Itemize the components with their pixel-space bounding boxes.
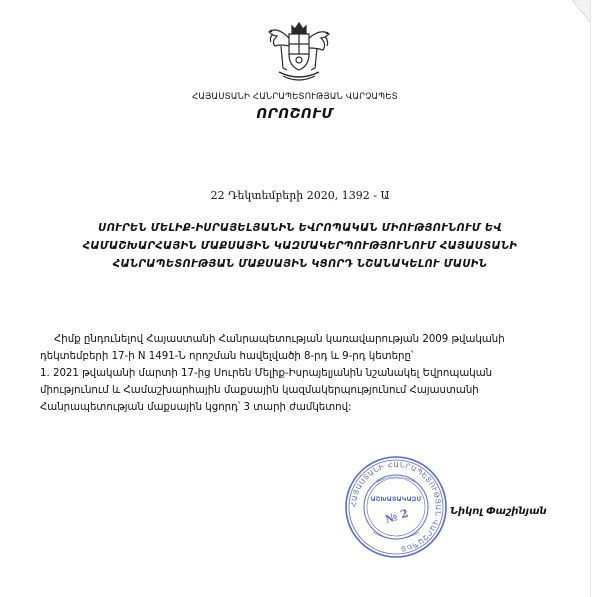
stamp-number: № 2 xyxy=(383,506,410,527)
page-corner-fold xyxy=(572,0,590,22)
body-line: միությունում և Համաշխարհային մաքսային կազմակերպությունում Հայաստանի xyxy=(40,385,479,396)
title-line: ՍՈՒՐԵՆ ՄԵԼԻՔ-ԻՍՐԱՅԵԼՅԱՆԻՆ ԵՎՐՈՊԱԿԱՆ ՄԻՈՒԹՅՈՒՆՈՒՄ ԵՎ xyxy=(98,223,502,234)
decision-date-number: 22 Դեկտեմբերի 2020, 1392 - Ա xyxy=(210,189,390,202)
body-line: Հանրապետության մաքսային կցորդ՝ 3 տարի ժամկետով: xyxy=(40,402,352,413)
stamp-ring-text: ՀԱՅԱՍՏԱՆԻ ՀԱՆՐԱՊԵՏՈՒԹՅԱՆ ՎԱՐՉԱՊԵՏ xyxy=(349,460,443,553)
document-type-heading: ՈՐՈՇՈՒՄ xyxy=(256,106,334,122)
coat-of-arms-emblem xyxy=(259,16,339,86)
body-line: դեկտեմբերի 17-ի N 1491-Ն որոշման հավելվածի 8-րդ և 9-րդ կետերը՝ xyxy=(40,351,414,362)
issuing-authority: ՀԱՅԱՍՏԱՆԻ ՀԱՆՐԱՊԵՏՈՒԹՅԱՆ ՎԱՐՉԱՊԵՏ xyxy=(192,92,398,102)
signatory-name: Նիկոլ Փաշինյան xyxy=(450,506,547,517)
body-line: Հիմք ընդունելով Հայաստանի Հանրապետության կառավարության 2009 թվականի xyxy=(54,334,505,345)
title-line: ՀԱՆՐԱՊԵՏՈՒԹՅԱՆ ՄԱՔՍԱՅԻՆ ԿՑՈՐԴ ՆՇԱՆԱԿԵԼՈՒ ՄԱՍԻՆ xyxy=(112,259,488,270)
title-line: ՀԱՄԱՇԽԱՐՀԱՅԻՆ ՄԱՔՍԱՅԻՆ ԿԱԶՄԱԿԵՐՊՈՒԹՅՈՒՆՈՒՄ ՀԱՅԱՍՏԱՆԻ xyxy=(82,241,518,252)
official-stamp xyxy=(343,454,449,560)
stamp-center-text: ԱՇԽԱՏԱԿԱԶՄ xyxy=(370,495,422,503)
decision-title xyxy=(40,220,560,274)
decision-body xyxy=(40,331,580,416)
body-line: 1. 2021 թվականի մարտի 17-ից Սուրեն Մելիք-Իսրայելյանին նշանակել Եվրոպական xyxy=(40,368,493,379)
